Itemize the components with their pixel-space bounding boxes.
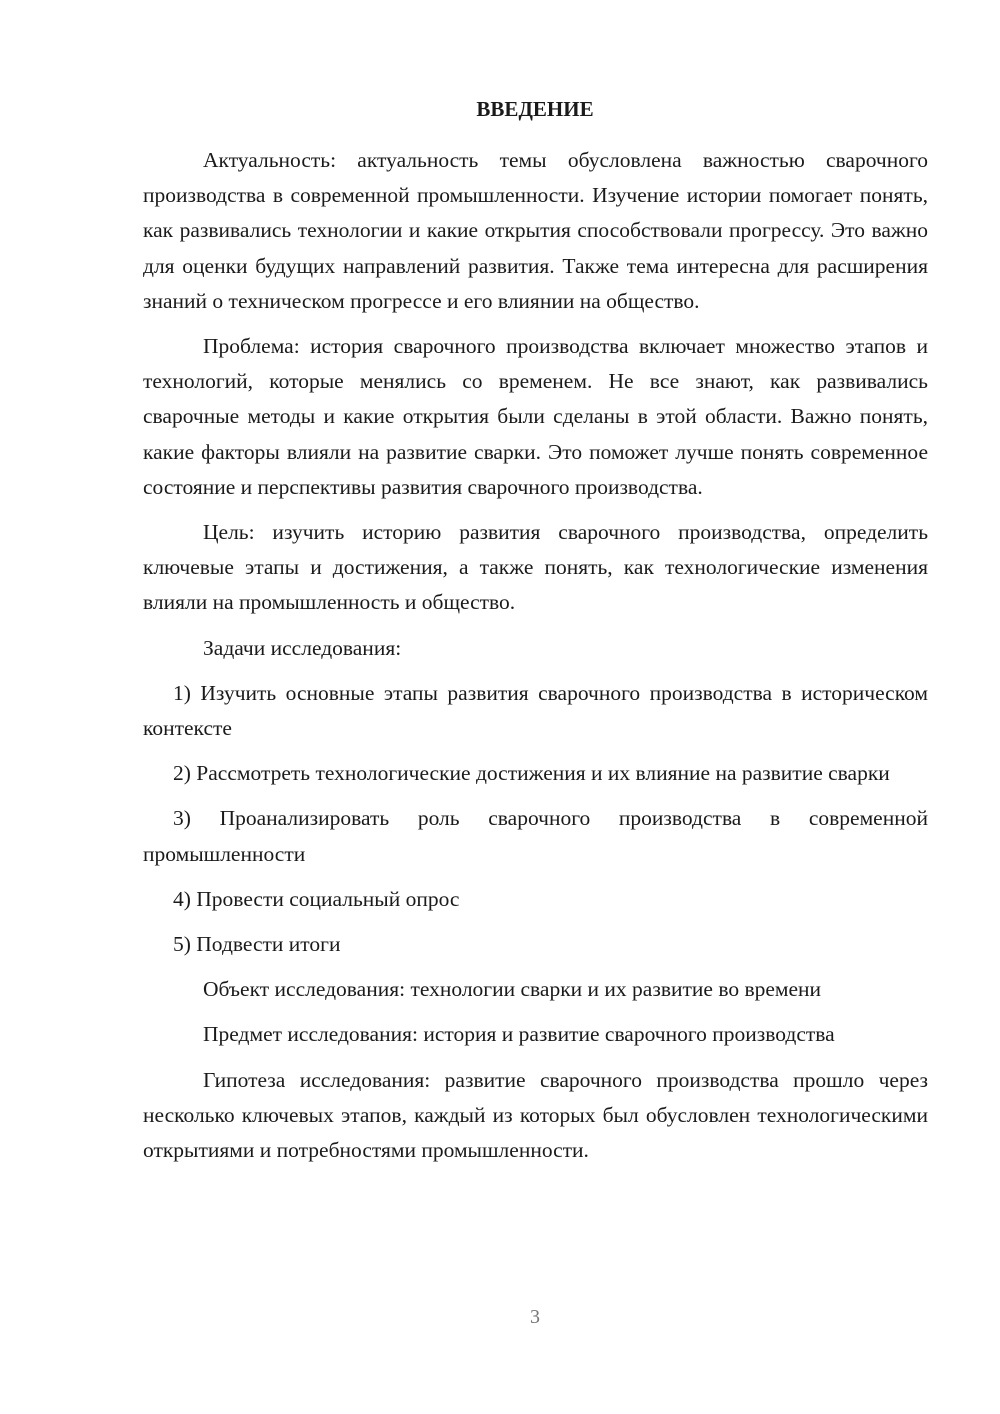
paragraph-object: Объект исследования: технологии сварки и их развитие во времени [203,977,822,1002]
task-item: 5) Подвести итоги [173,932,341,957]
task-item: 4) Провести социальный опрос [173,886,460,911]
paragraph-goal: Цель: изучить историю развития сварочного производства, определить ключевые этапы и достижения, а также понять, как технологические изменения влияли на промышленность и общество. [143,520,928,615]
paragraph-relevance: Актуальность: актуальность темы обусловлена важностью сварочного производства в современной промышленности. Изучение истории помогает понять, как развивались технологии и какие открытия способствовали прогрессу. Это важно для оценки будущих направлений развития. Также тема интересна для расширения знаний о техническом прогрессе и его влиянии на общество. [143,148,928,313]
paragraph-hypothesis: Гипотеза исследования: развитие сварочного производства прошло через несколько ключевых этапов, каждый из которых был обусловлен технологическими открытиями и потребностями промышленности. [143,1067,928,1163]
tasks-heading: Задачи исследования: [203,635,402,660]
task-item: 2) Рассмотреть технологические достижения и их влияние на развитие сварки [173,761,890,786]
document-body [143,143,928,1178]
task-item: 1) Изучить основные этапы развития сварочного производства в историческом контексте [143,680,928,741]
page-number: 3 [530,1306,540,1328]
paragraph-subject: Предмет исследования: история и развитие сварочного производства [203,1022,835,1047]
task-item: 3) Проанализировать роль сварочного производства в современной промышленности [143,806,928,866]
paragraph-problem: Проблема: история сварочного производства включает множество этапов и технологий, которые менялись со временем. Не все знают, как развивались сварочные методы и какие открытия были сделаны в этой области. Важно понять, какие факторы влияли на развитие сварки. Это поможет лучше понять современное состояние и перспективы развития сварочного производства. [143,334,928,499]
section-title: ВВЕДЕНИЕ [476,97,594,121]
